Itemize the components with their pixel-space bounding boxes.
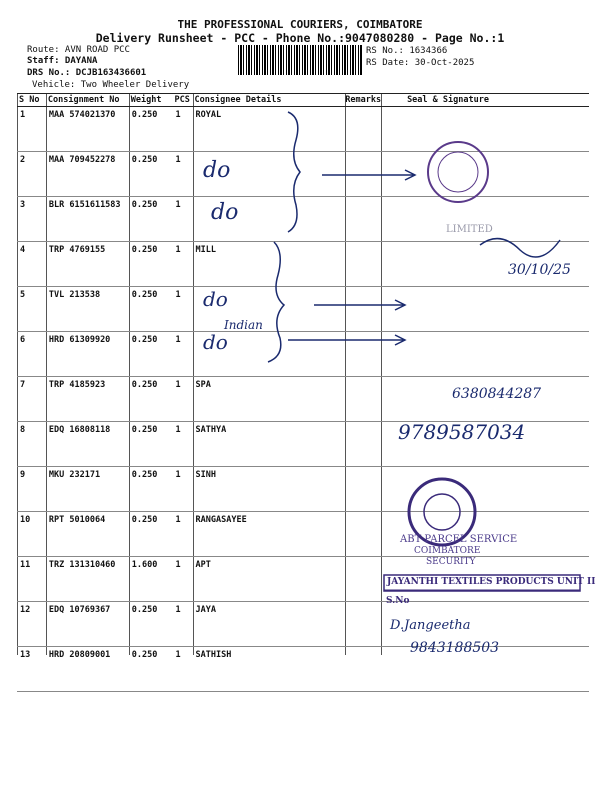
stamp-abt: ABT PARCEL SERVICE — [400, 534, 518, 545]
weight: 0.250 — [129, 332, 173, 377]
company-name: THE PROFESSIONAL COURIERS, COIMBATORE — [177, 18, 423, 31]
sno: 2 — [17, 152, 46, 197]
stamp-limited: LIMITED — [446, 224, 493, 235]
weight: 0.250 — [129, 197, 173, 242]
weight: 0.250 — [129, 467, 173, 512]
consignee: SPA — [193, 377, 344, 422]
handwritten-phone: 9789587034 — [398, 420, 526, 444]
sno: 13 — [17, 647, 46, 692]
sno: 6 — [17, 332, 46, 377]
consignment-no: MAA 574021370 — [46, 107, 129, 152]
consignment-no: TVL 213538 — [46, 287, 129, 332]
col-seal-signature: Seal & Signature — [383, 94, 589, 107]
consignment-no: TRP 4769155 — [46, 242, 129, 287]
consignee: JAYA — [193, 602, 344, 647]
consignee: APT — [193, 557, 344, 602]
consignee: ROYAL — [193, 107, 344, 152]
staff: Staff: DAYANA — [27, 56, 98, 66]
runsheet-title: Delivery Runsheet - PCC - Phone No.:9047080280 - Page No.:1 — [95, 31, 505, 45]
consignee: SATHISH — [193, 647, 344, 692]
pcs: 1 — [173, 557, 193, 602]
ditto-mark: do — [203, 287, 228, 311]
weight: 0.250 — [129, 107, 173, 152]
pcs: 1 — [173, 512, 193, 557]
pcs: 1 — [173, 152, 193, 197]
ditto-mark: do — [203, 330, 228, 354]
drs-no: DRS No.: DCJB163436601 — [27, 68, 147, 78]
col-remarks: Remarks — [345, 95, 382, 105]
sno: 7 — [17, 377, 46, 422]
ditto-mark: do — [203, 158, 231, 183]
rs-date: RS Date: 30-Oct-2025 — [366, 58, 475, 68]
consignee: RANGASAYEE — [193, 512, 344, 557]
weight: 0.250 — [129, 152, 173, 197]
consignment-no: EDQ 10769367 — [46, 602, 129, 647]
weight: 0.250 — [129, 377, 173, 422]
pcs: 1 — [173, 287, 193, 332]
pcs: 1 — [173, 467, 193, 512]
ditto-mark: do — [211, 200, 239, 225]
sno: 9 — [17, 467, 46, 512]
col-consignee: Consignee Details — [193, 94, 344, 107]
sno: 5 — [17, 287, 46, 332]
col-sno: S No — [17, 94, 46, 107]
consignment-no: HRD 20809001 — [46, 647, 129, 692]
pcs: 1 — [173, 602, 193, 647]
stamp-abt-city: COIMBATORE — [414, 546, 481, 556]
consignee: MILL — [193, 242, 344, 287]
weight: 0.250 — [129, 287, 173, 332]
sno: 8 — [17, 422, 46, 467]
pcs: 1 — [173, 377, 193, 422]
rs-no: RS No.: 1634366 — [366, 46, 448, 56]
weight: 0.250 — [129, 602, 173, 647]
sno: 4 — [17, 242, 46, 287]
sno: 10 — [17, 512, 46, 557]
sno: 1 — [17, 107, 46, 152]
col-consignment: Consignment No — [46, 94, 129, 107]
weight: 0.250 — [129, 242, 173, 287]
sno: 12 — [17, 602, 46, 647]
consignment-no: HRD 61309920 — [46, 332, 129, 377]
pcs: 1 — [173, 422, 193, 467]
sno: 3 — [17, 197, 46, 242]
weight: 0.250 — [129, 422, 173, 467]
consignee: SINH — [193, 467, 344, 512]
consignment-no: MKU 232171 — [46, 467, 129, 512]
consignment-no: BLR 6151611583 — [46, 197, 129, 242]
weight: 0.250 — [129, 647, 173, 692]
consignment-no: TRP 4185923 — [46, 377, 129, 422]
consignment-no: EDQ 16808118 — [46, 422, 129, 467]
stamp-jayanthi: JAYANTHI TEXTILES PRODUCTS UNIT II — [387, 577, 596, 587]
consignment-no: TRZ 131310460 — [46, 557, 129, 602]
pcs: 1 — [173, 107, 193, 152]
pcs: 1 — [173, 197, 193, 242]
col-weight: Weight — [129, 94, 173, 107]
pcs: 1 — [173, 332, 193, 377]
col-pcs: PCS — [173, 94, 193, 107]
pcs: 1 — [173, 242, 193, 287]
handwritten-signature: D.Jangeetha — [390, 618, 471, 633]
vehicle: Vehicle: Two Wheeler Delivery — [32, 80, 190, 90]
weight: 0.250 — [129, 512, 173, 557]
weight: 1.600 — [129, 557, 173, 602]
consignment-no: MAA 709452278 — [46, 152, 129, 197]
pcs: 1 — [173, 647, 193, 692]
route: Route: AVN ROAD PCC — [27, 45, 130, 55]
stamp-sno: S.No — [386, 596, 410, 606]
handwritten-phone: 9843188503 — [410, 640, 500, 656]
sno: 11 — [17, 557, 46, 602]
consignment-no: RPT 5010064 — [46, 512, 129, 557]
handwritten-phone: 6380844287 — [452, 386, 542, 402]
handwritten-date: 30/10/25 — [508, 262, 571, 278]
handwritten-indian: Indian — [224, 318, 263, 332]
consignee: SATHYA — [193, 422, 344, 467]
stamp-abt-security: SECURITY — [426, 557, 476, 567]
